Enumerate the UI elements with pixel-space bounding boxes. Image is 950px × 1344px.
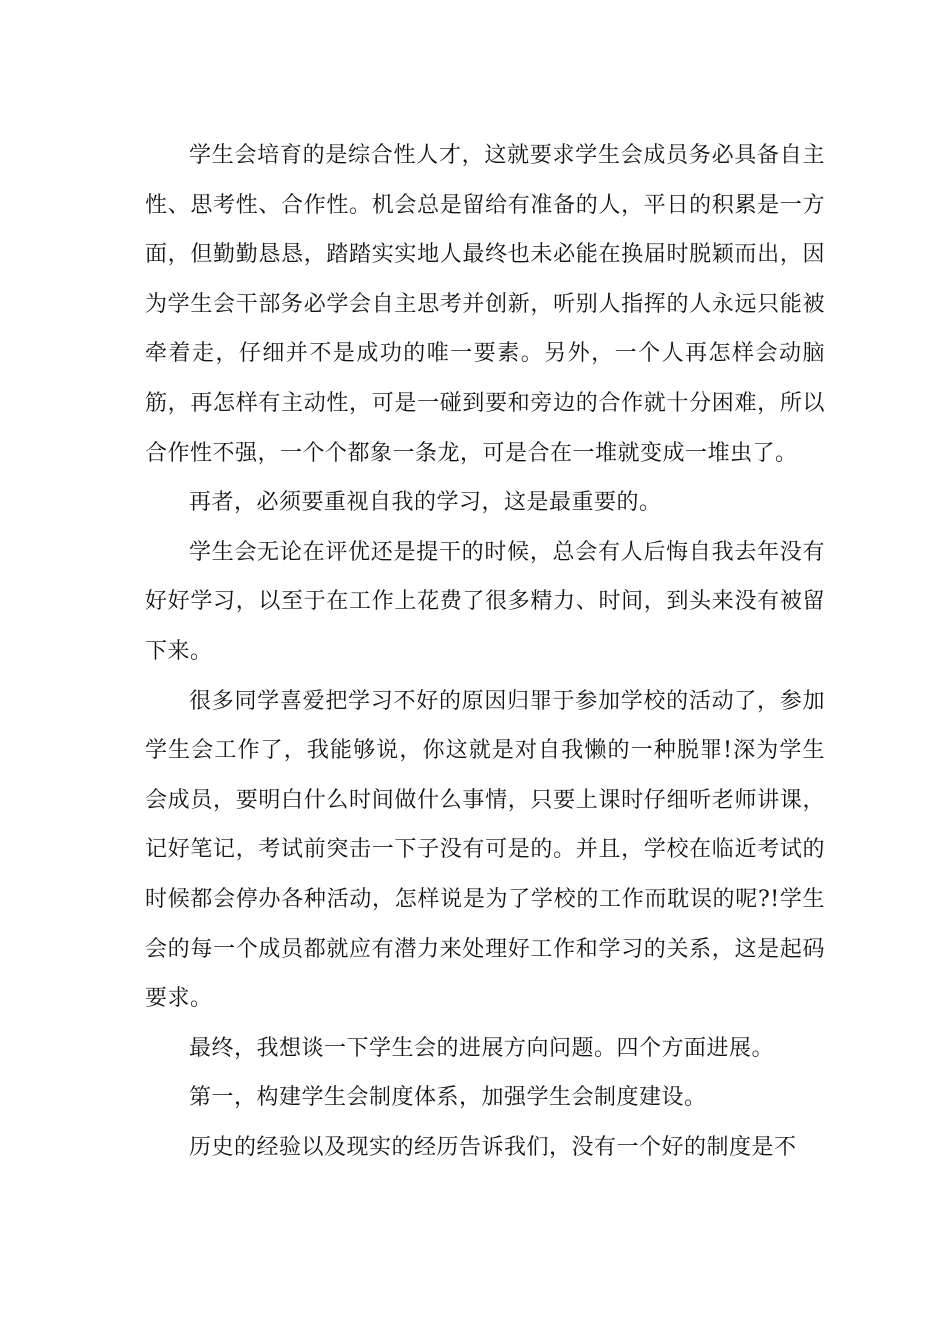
paragraph-4: 很多同学喜爱把学习不好的原因归罪于参加学校的活动了，参加学生会工作了，我能够说，你这就是对自我懒的一种脱罪!深为学生会成员，要明白什么时间做什么事情，只要上课时仔细听老师讲课，记好笔记，考试前突击一下子没有可是的。并且，学校在临近考试的时候都会停办各种活动，怎样说是为了学校的工作而耽误的呢?!学生会的每一个成员都就应有潜力来处理好工作和学习的关系，这是起码要求。 bbox=[145, 688, 825, 1012]
document-body bbox=[145, 131, 825, 1172]
paragraph-5: 最终，我想谈一下学生会的进展方向问题。四个方面进展。 bbox=[189, 1035, 775, 1061]
paragraph-7: 历史的经验以及现实的经历告诉我们，没有一个好的制度是不 bbox=[189, 1134, 797, 1160]
paragraph-1: 学生会培育的是综合性人才，这就要求学生会成员务必具备自主性、思考性、合作性。机会总是留给有准备的人，平日的积累是一方面，但勤勤恳恳，踏踏实实地人最终也未必能在换届时脱颖而出，因为学生会干部务必学会自主思考并创新，听别人指挥的人永远只能被牵着走，仔细并不是成功的唯一要素。另外，一个人再怎样会动脑筋，再怎样有主动性，可是一碰到要和旁边的合作就十分困难，所以合作性不强，一个个都象一条龙，可是合在一堆就变成一堆虫了。 bbox=[145, 143, 825, 466]
paragraph-2: 再者，必须要重视自我的学习，这是最重要的。 bbox=[189, 490, 662, 516]
paragraph-3: 学生会无论在评优还是提干的时候，总会有人后悔自我去年没有好好学习，以至于在工作上花费了很多精力、时间，到头来没有被留下来。 bbox=[145, 539, 825, 664]
paragraph-6: 第一，构建学生会制度体系，加强学生会制度建设。 bbox=[189, 1085, 707, 1111]
